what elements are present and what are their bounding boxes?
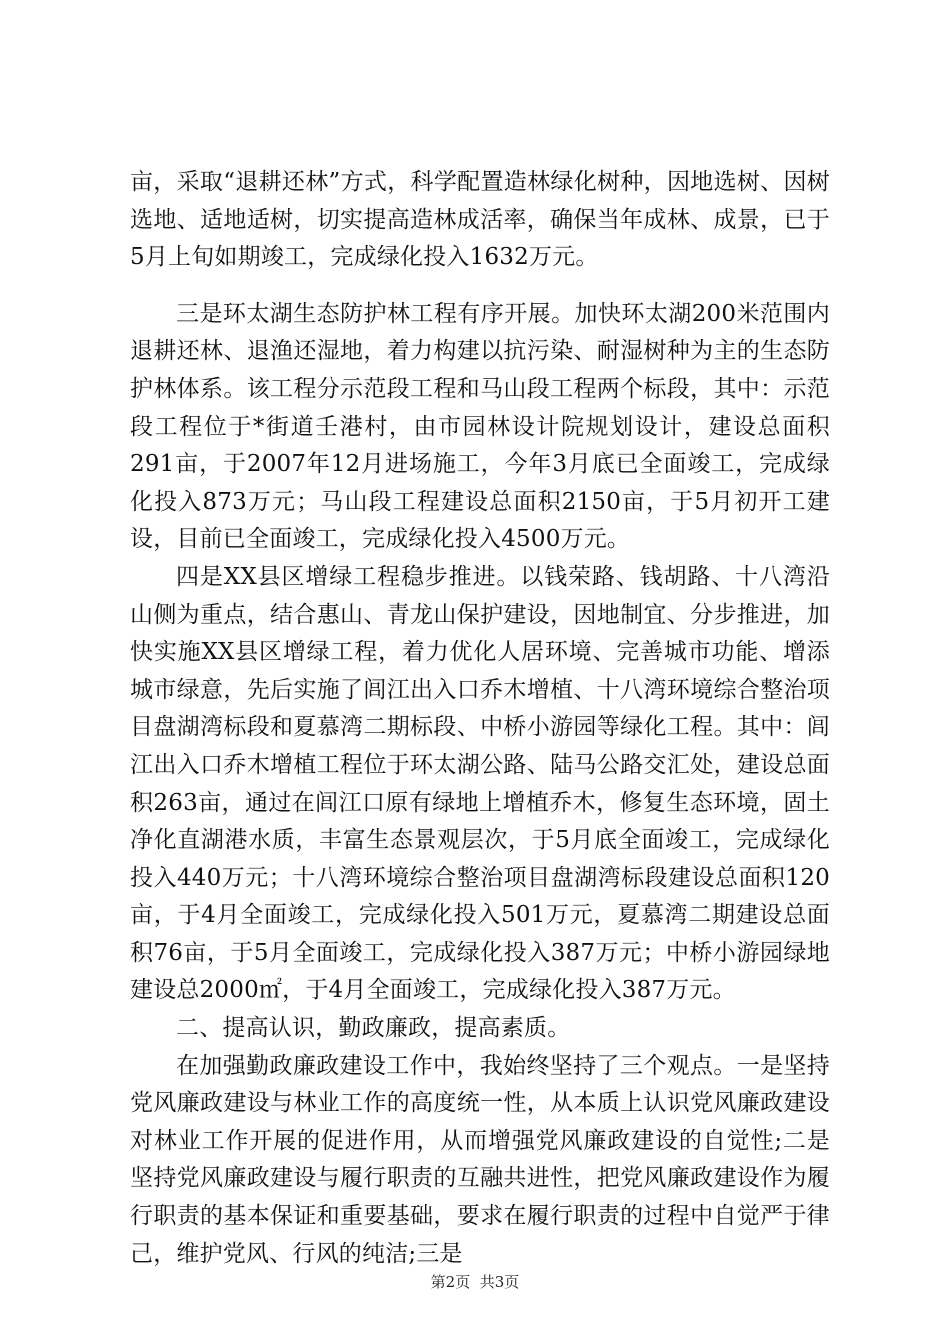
document-body	[130, 164, 830, 1273]
heading-section-2: 二、提高认识，勤政廉政，提高素质。	[176, 1015, 571, 1042]
paragraph-section-4: 四是XX县区增绿工程稳步推进。以钱荣路、钱胡路、十八湾沿山侧为重点，结合惠山、青龙山保护建设，因地制宜、分步推进，加快实施XX县区增绿工程，着力优化人居环境、完善城市功能、增添城市绿意，先后实施了闾江出入口乔木增植、十八湾环境综合整治项目盘湖湾标段和夏慕湾二期标段、中桥小游园等绿化工程。其中：闾江出入口乔木增植工程位于环太湖公路、陆马公路交汇处，建设总面积263亩，通过在闾江口原有绿地上增植乔木，修复生态环境，固土净化直湖港水质，丰富生态景观层次，于5月底全面竣工，完成绿化投入440万元；十八湾环境综合整治项目盘湖湾标段建设总面积120亩，于4月全面竣工，完成绿化投入501万元，夏慕湾二期建设总面积76亩，于5月全面竣工，完成绿化投入387万元；中桥小游园绿地建设总2000㎡，于4月全面竣工，完成绿化投入387万元。	[130, 563, 830, 1004]
paragraph-section-3: 三是环太湖生态防护林工程有序开展。加快环太湖200米范围内退耕还林、退渔还湿地，着力构建以抗污染、耐湿树种为主的生态防护林体系。该工程分示范段工程和马山段工程两个标段，其中：示范段工程位于*街道壬港村，由市园林设计院规划设计，建设总面积291亩，于2007年12月进场施工，今年3月底已全面竣工，完成绿化投入873万元；马山段工程建设总面积2150亩，于5月初开工建设，目前已全面竣工，完成绿化投入4500万元。	[130, 300, 830, 553]
footer-separator	[470, 1273, 480, 1291]
page-number: 第2页	[430, 1273, 471, 1291]
paragraph-continuation: 亩，采取“退耕还林”方式，科学配置造林绿化树种，因地选树、因树选地、适地适树，切实提高造林成活率，确保当年成林、成景，已于5月上旬如期竣工，完成绿化投入1632万元。	[130, 169, 830, 271]
page-footer	[0, 1272, 950, 1292]
paragraph-integrity: 在加强勤政廉政建设工作中，我始终坚持了三个观点。一是坚持党风廉政建设与林业工作的高度统一性，从本质上认识党风廉政建设对林业工作开展的促进作用，从而增强党风廉政建设的自觉性;二是坚持党风廉政建设与履行职责的互融共进性，把党风廉政建设作为履行职责的基本保证和重要基础，要求在履行职责的过程中自觉严于律己，维护党风、行风的纯洁;三是	[130, 1052, 830, 1267]
paragraph-gap	[130, 277, 830, 296]
page-total: 共3页	[479, 1273, 520, 1291]
